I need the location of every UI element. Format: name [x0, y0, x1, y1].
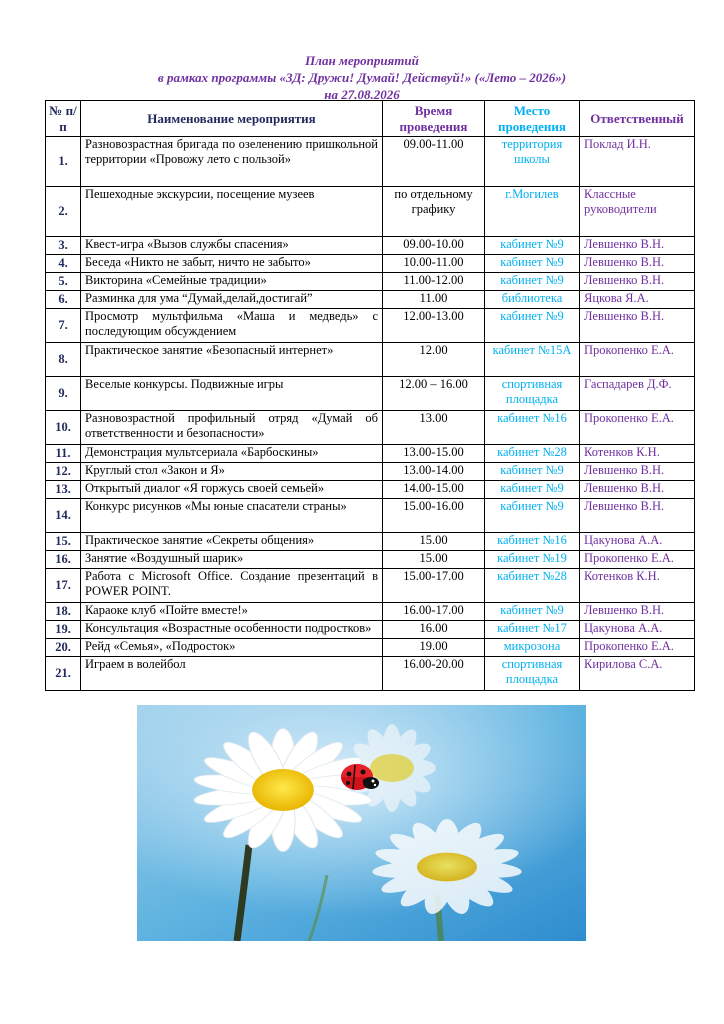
- event-time: 14.00-15.00: [383, 481, 485, 499]
- event-time: 10.00-11.00: [383, 255, 485, 273]
- event-time: 12.00 – 16.00: [383, 377, 485, 411]
- row-number: 18.: [46, 603, 81, 621]
- event-name: Пешеходные экскурсии, посещение музеев: [81, 187, 383, 237]
- event-name: Караоке клуб «Пойте вместе!»: [81, 603, 383, 621]
- row-number: 15.: [46, 533, 81, 551]
- table-row: [46, 411, 695, 445]
- event-time: 16.00-17.00: [383, 603, 485, 621]
- table-header-row: [46, 101, 695, 137]
- event-time: 13.00-14.00: [383, 463, 485, 481]
- event-responsible: Классные руководители: [580, 187, 695, 237]
- table-row: [46, 499, 695, 533]
- event-place: г.Могилев: [485, 187, 580, 237]
- row-number: 5.: [46, 273, 81, 291]
- table-row: [46, 481, 695, 499]
- event-name: Рейд «Семья», «Подросток»: [81, 639, 383, 657]
- row-number: 20.: [46, 639, 81, 657]
- row-number: 6.: [46, 291, 81, 309]
- daisy-ladybug-photo: [137, 705, 586, 941]
- header-name: Наименование мероприятия: [81, 101, 383, 137]
- row-number: 4.: [46, 255, 81, 273]
- event-time: 16.00: [383, 621, 485, 639]
- event-responsible: Котенков К.Н.: [580, 569, 695, 603]
- table-row: [46, 137, 695, 187]
- events-table: [45, 100, 695, 691]
- event-time: 15.00: [383, 551, 485, 569]
- event-place: кабинет №28: [485, 445, 580, 463]
- event-place: кабинет №9: [485, 499, 580, 533]
- header-time: Время проведения: [383, 101, 485, 137]
- event-name: Разновозрастной профильный отряд «Думай об ответственности и безопасности»: [81, 411, 383, 445]
- table-row: [46, 273, 695, 291]
- table-row: [46, 237, 695, 255]
- event-time: 15.00-16.00: [383, 499, 485, 533]
- event-responsible: Цакунова А.А.: [580, 533, 695, 551]
- row-number: 3.: [46, 237, 81, 255]
- event-responsible: Прокопенко Е.А.: [580, 639, 695, 657]
- event-place: спортивная площадка: [485, 657, 580, 691]
- table-row: [46, 187, 695, 237]
- event-name: Викторина «Семейные традиции»: [81, 273, 383, 291]
- event-responsible: Прокопенко Е.А.: [580, 551, 695, 569]
- row-number: 7.: [46, 309, 81, 343]
- event-responsible: Прокопенко Е.А.: [580, 343, 695, 377]
- event-name: Консультация «Возрастные особенности подростков»: [81, 621, 383, 639]
- event-responsible: Поклад И.Н.: [580, 137, 695, 187]
- title-line-3: на 27.08.2026: [324, 87, 400, 102]
- event-place: кабинет №9: [485, 255, 580, 273]
- event-name: Практическое занятие «Секреты общения»: [81, 533, 383, 551]
- table-row: [46, 343, 695, 377]
- event-name: Разминка для ума “Думай,делай,достигай”: [81, 291, 383, 309]
- row-number: 8.: [46, 343, 81, 377]
- event-place: кабинет №15А: [485, 343, 580, 377]
- table-row: [46, 463, 695, 481]
- table-row: [46, 657, 695, 691]
- row-number: 12.: [46, 463, 81, 481]
- header-responsible: Ответственный: [580, 101, 695, 137]
- row-number: 11.: [46, 445, 81, 463]
- table-row: [46, 569, 695, 603]
- event-name: Работа с Microsoft Office. Создание презентаций в POWER POINT.: [81, 569, 383, 603]
- event-time: 09.00-10.00: [383, 237, 485, 255]
- event-name: Играем в волейбол: [81, 657, 383, 691]
- title-line-2: в рамках программы «3Д: Дружи! Думай! Действуй!» («Лето – 2026»): [157, 70, 567, 85]
- event-name: Круглый стол «Закон и Я»: [81, 463, 383, 481]
- event-place: кабинет №9: [485, 481, 580, 499]
- event-place: кабинет №9: [485, 463, 580, 481]
- row-number: 21.: [46, 657, 81, 691]
- event-place: кабинет №16: [485, 411, 580, 445]
- row-number: 13.: [46, 481, 81, 499]
- event-time: 19.00: [383, 639, 485, 657]
- event-responsible: Котенков К.Н.: [580, 445, 695, 463]
- row-number: 17.: [46, 569, 81, 603]
- event-responsible: Левшенко В.Н.: [580, 603, 695, 621]
- event-place: кабинет №28: [485, 569, 580, 603]
- event-time: по отдельному графику: [383, 187, 485, 237]
- table-row: [46, 291, 695, 309]
- event-responsible: Левшенко В.Н.: [580, 463, 695, 481]
- row-number: 10.: [46, 411, 81, 445]
- table-row: [46, 639, 695, 657]
- event-name: Занятие «Воздушный шарик»: [81, 551, 383, 569]
- table-row: [46, 377, 695, 411]
- event-name: Просмотр мультфильма «Маша и медведь» с последующим обсуждением: [81, 309, 383, 343]
- row-number: 14.: [46, 499, 81, 533]
- event-responsible: Левшенко В.Н.: [580, 481, 695, 499]
- table-row: [46, 445, 695, 463]
- event-time: 16.00-20.00: [383, 657, 485, 691]
- title-line-1: План мероприятий: [305, 53, 419, 68]
- event-responsible: Прокопенко Е.А.: [580, 411, 695, 445]
- table-row: [46, 533, 695, 551]
- event-time: 11.00: [383, 291, 485, 309]
- row-number: 9.: [46, 377, 81, 411]
- table-row: [46, 255, 695, 273]
- event-place: кабинет №17: [485, 621, 580, 639]
- event-time: 12.00-13.00: [383, 309, 485, 343]
- event-time: 11.00-12.00: [383, 273, 485, 291]
- event-place: кабинет №9: [485, 273, 580, 291]
- event-name: Квест-игра «Вызов службы спасения»: [81, 237, 383, 255]
- event-name: Демонстрация мультсериала «Барбоскины»: [81, 445, 383, 463]
- table-row: [46, 603, 695, 621]
- event-place: спортивная площадка: [485, 377, 580, 411]
- event-name: Беседа «Никто не забыт, ничто не забыто»: [81, 255, 383, 273]
- event-place: микрозона: [485, 639, 580, 657]
- event-time: 15.00-17.00: [383, 569, 485, 603]
- table-row: [46, 309, 695, 343]
- event-place: кабинет №9: [485, 237, 580, 255]
- table-row: [46, 621, 695, 639]
- event-name: Открытый диалог «Я горжусь своей семьей»: [81, 481, 383, 499]
- event-name: Конкурс рисунков «Мы юные спасатели страны»: [81, 499, 383, 533]
- event-responsible: Левшенко В.Н.: [580, 255, 695, 273]
- event-responsible: Левшенко В.Н.: [580, 309, 695, 343]
- header-place: Место проведения: [485, 101, 580, 137]
- event-place: библиотека: [485, 291, 580, 309]
- event-responsible: Кирилова С.А.: [580, 657, 695, 691]
- event-time: 15.00: [383, 533, 485, 551]
- table-body: [46, 137, 695, 691]
- event-time: 13.00: [383, 411, 485, 445]
- event-place: кабинет №16: [485, 533, 580, 551]
- event-responsible: Гаспадарев Д.Ф.: [580, 377, 695, 411]
- event-responsible: Левшенко В.Н.: [580, 273, 695, 291]
- document-title: [0, 52, 724, 103]
- event-name: Разновозрастная бригада по озеленению пришкольной территории «Провожу лето с пользой»: [81, 137, 383, 187]
- header-num: № п/п: [46, 101, 81, 137]
- row-number: 19.: [46, 621, 81, 639]
- event-place: территория школы: [485, 137, 580, 187]
- event-time: 13.00-15.00: [383, 445, 485, 463]
- table-row: [46, 551, 695, 569]
- event-place: кабинет №9: [485, 603, 580, 621]
- event-name: Веселые конкурсы. Подвижные игры: [81, 377, 383, 411]
- event-place: кабинет №19: [485, 551, 580, 569]
- event-responsible: Левшенко В.Н.: [580, 237, 695, 255]
- event-responsible: Цакунова А.А.: [580, 621, 695, 639]
- event-time: 12.00: [383, 343, 485, 377]
- event-responsible: Яцкова Я.А.: [580, 291, 695, 309]
- row-number: 1.: [46, 137, 81, 187]
- event-name: Практическое занятие «Безопасный интернет»: [81, 343, 383, 377]
- row-number: 2.: [46, 187, 81, 237]
- row-number: 16.: [46, 551, 81, 569]
- event-time: 09.00-11.00: [383, 137, 485, 187]
- event-place: кабинет №9: [485, 309, 580, 343]
- event-responsible: Левшенко В.Н.: [580, 499, 695, 533]
